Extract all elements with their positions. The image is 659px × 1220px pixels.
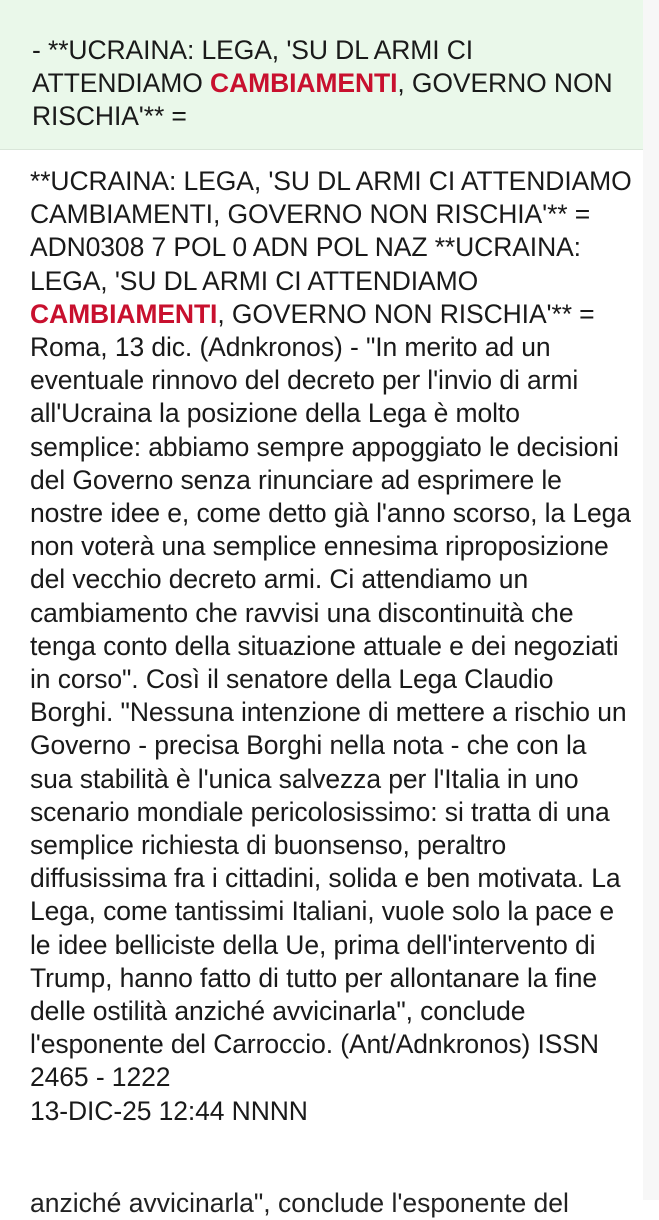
article-after-highlight: , GOVERNO NON RISCHIA'** =: [217, 298, 595, 329]
news-header: [0, 0, 643, 150]
header-highlight: CAMBIAMENTI: [210, 68, 398, 98]
header-title-suffix: , GOVERNO NON RISCHIA'** =: [32, 68, 613, 131]
article-code-line: ADN0308 7 POL 0 ADN POL NAZ **UCRAINA: LEGA, 'SU DL ARMI CI ATTENDIAMO: [30, 232, 581, 296]
article-text: Roma, 13 dic. (Adnkronos) - "In merito ad un eventuale rinnovo del decreto per l'invio di armi all'Ucraina la posizione della Lega è molto semplice: abbiamo sempre appoggiato le decisioni del Governo senza rinunciare ad esprimere le nostre idee e, come detto già l'anno scorso, la Lega non voterà una semplice ennesima riproposizione del vecchio decreto armi. Ci attendiamo un cambiamento che ravvisi una discontinuità che tenga conto della situazione attuale e dei negoziati in corso". Così il senatore della Lega Claudio Borghi. "Nessuna intenzione di mettere a rischio un Governo - precisa Borghi nella nota - che con la sua stabilità è l'unica salvezza per l'Italia in uno scenario mondiale pericolosissimo: si tratta di una semplice richiesta di buonsenso, peraltro diffusissima fra i cittadini, solida e ben motivata. La Lega, come tantissimi Italiani, vuole solo la pace e le idee belliciste della Ue, prima dell'intervento di Trump, hanno fatto di tutto per allontanare la fine delle ostilità anziché avvicinarla", conclude l'esponente del Carroccio. (Ant/Adnkronos) ISSN 2465 - 1222: [30, 332, 631, 1093]
article-highlight: CAMBIAMENTI: [30, 298, 218, 329]
cutoff-line: anziché avvicinarla", conclude l'esponente del: [30, 1188, 569, 1218]
article-dateline: 13-DIC-25 12:44 NNNN: [30, 1095, 308, 1126]
article-body: [30, 165, 634, 1128]
article-title-repeat: **UCRAINA: LEGA, 'SU DL ARMI CI ATTENDIAMO CAMBIAMENTI, GOVERNO NON RISCHIA'** =: [30, 166, 632, 230]
header-title-prefix: - **UCRAINA: LEGA, 'SU DL ARMI CI ATTENDIAMO: [32, 35, 474, 98]
scrollbar-gutter: [643, 0, 659, 1200]
